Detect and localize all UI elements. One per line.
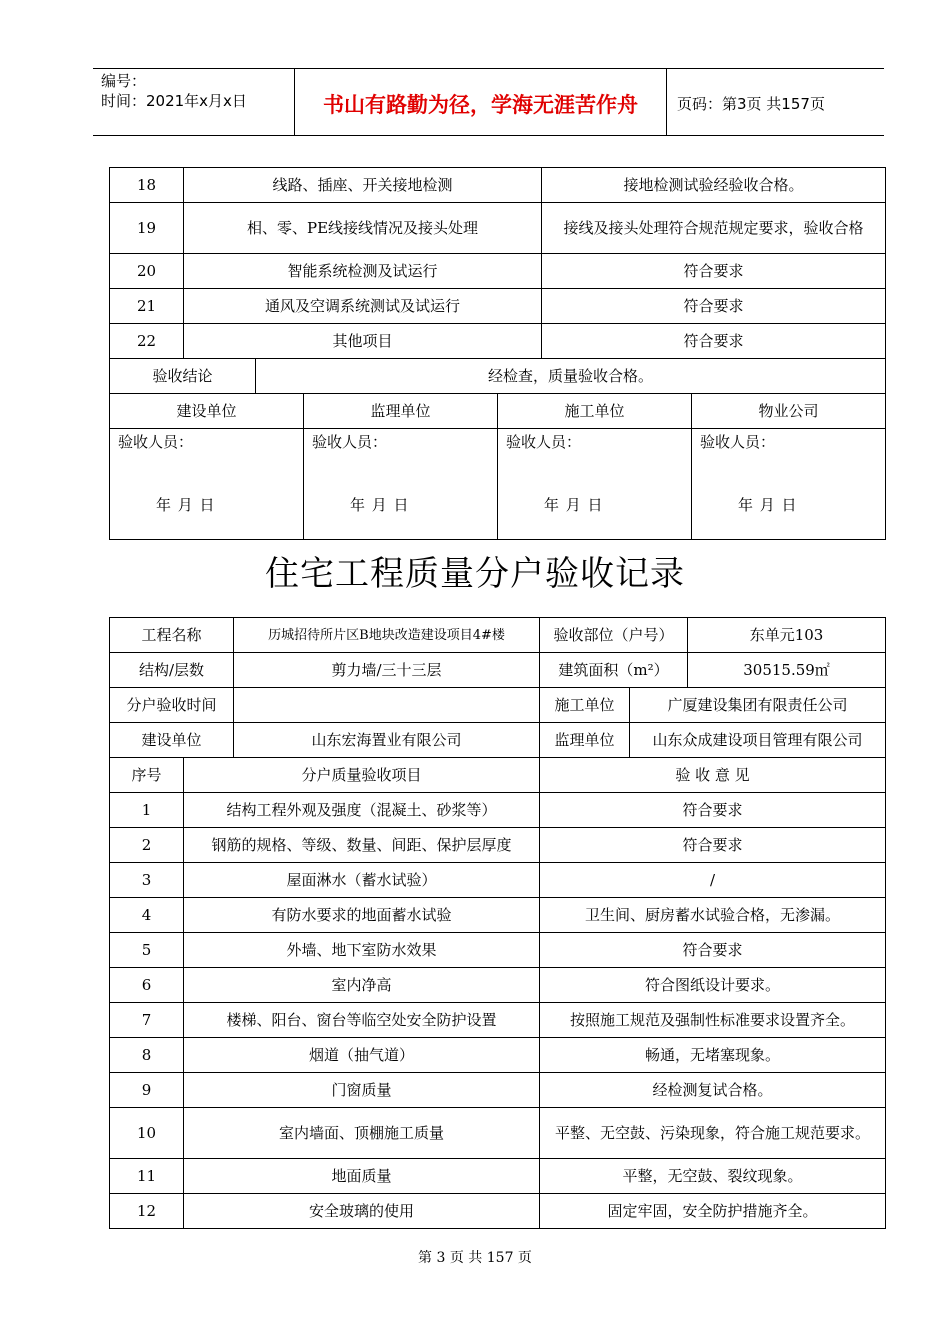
header-opinion: 验 收 意 见 [540,758,886,793]
row-result: 符合要求 [542,289,886,324]
info-row [110,653,886,688]
area-label: 建筑面积（m²） [540,653,688,688]
supervisor-value: 山东众成建设项目管理有限公司 [630,723,886,758]
row-result: 平整、无空鼓、污染现象，符合施工规范要求。 [540,1108,886,1159]
row-number: 5 [110,933,184,968]
sign-date: 年 月 日 [350,496,410,514]
row-result: 符合要求 [542,254,886,289]
structure-value: 剪力墙/三十三层 [234,653,540,688]
row-result: 平整，无空鼓、裂纹现象。 [540,1159,886,1194]
sign-date: 年 月 日 [738,496,798,514]
table-row [110,1159,886,1194]
page-header [93,68,884,136]
row-result: 接线及接头处理符合规范规定要求，验收合格 [542,203,886,254]
row-result: 符合要求 [540,828,886,863]
table-row [110,1194,886,1229]
row-result: 固定牢固，安全防护措施齐全。 [540,1194,886,1229]
row-number: 21 [110,289,184,324]
page-footer: 第 3 页 共 157 页 [418,1250,532,1266]
row-number: 6 [110,968,184,1003]
row-item: 其他项目 [184,324,542,359]
inspector-label: 验收人员： [312,433,388,451]
info-row [110,723,886,758]
row-number: 22 [110,324,184,359]
signature-cell [304,429,498,540]
row-result: 经检测复试合格。 [540,1073,886,1108]
table-row [110,1073,886,1108]
row-item: 智能系统检测及试运行 [184,254,542,289]
info-row [110,688,886,723]
party-builder: 建设单位 [110,394,304,429]
row-item: 线路、插座、开关接地检测 [184,168,542,203]
signature-cell [692,429,886,540]
sign-date: 年 月 日 [544,496,604,514]
table-row [110,863,886,898]
row-item: 室内墙面、顶棚施工质量 [184,1108,540,1159]
row-number: 10 [110,1108,184,1159]
party-property: 物业公司 [692,394,886,429]
row-number: 7 [110,1003,184,1038]
table-row [110,1038,886,1073]
inspector-label: 验收人员： [506,433,582,451]
row-result: 符合要求 [540,793,886,828]
row-item: 钢筋的规格、等级、数量、间距、保护层厚度 [184,828,540,863]
row-item: 通风及空调系统测试及试运行 [184,289,542,324]
row-item: 屋面淋水（蓄水试验） [184,863,540,898]
project-name-label: 工程名称 [110,618,234,653]
header-item: 分户质量验收项目 [184,758,540,793]
row-number: 19 [110,203,184,254]
builder-label: 建设单位 [110,723,234,758]
project-name-value: 历城招待所片区B地块改造建设项目4#楼 [234,618,540,653]
row-result: 符合图纸设计要求。 [540,968,886,1003]
row-result: 卫生间、厨房蓄水试验合格，无渗漏。 [540,898,886,933]
table-row [110,203,886,254]
table-row [110,898,886,933]
row-item: 相、零、PE线接线情况及接头处理 [184,203,542,254]
area-value: 30515.59㎡ [688,653,886,688]
header-code: 编号： [101,72,147,90]
row-item: 门窗质量 [184,1073,540,1108]
row-number: 1 [110,793,184,828]
time-value [234,688,540,723]
row-result: 符合要求 [540,933,886,968]
row-number: 8 [110,1038,184,1073]
conclusion-value: 经检查，质量验收合格。 [256,359,886,394]
row-item: 地面质量 [184,1159,540,1194]
row-number: 2 [110,828,184,863]
table-row [110,1003,886,1038]
supervisor-label: 监理单位 [540,723,630,758]
row-item: 烟道（抽气道） [184,1038,540,1073]
row-number: 3 [110,863,184,898]
inspector-label: 验收人员： [700,433,776,451]
row-result: 接地检测试验经验收合格。 [542,168,886,203]
row-item: 有防水要求的地面蓄水试验 [184,898,540,933]
row-number: 18 [110,168,184,203]
record-table [109,617,886,1229]
constructor-label: 施工单位 [540,688,630,723]
builder-value: 山东宏海置业有限公司 [234,723,540,758]
header-motto: 书山有路勤为径，学海无涯苦作舟 [323,93,638,117]
table-row [110,289,886,324]
header-divider [666,69,667,135]
header-page-number: 页码：第3页 共157页 [677,95,825,113]
row-result: 畅通，无堵塞现象。 [540,1038,886,1073]
party-constructor: 施工单位 [498,394,692,429]
table-row [110,933,886,968]
row-item: 结构工程外观及强度（混凝土、砂浆等） [184,793,540,828]
part-value: 东单元103 [688,618,886,653]
row-item: 楼梯、阳台、窗台等临空处安全防护设置 [184,1003,540,1038]
part-label: 验收部位（户号） [540,618,688,653]
items-header-row [110,758,886,793]
continuation-table [109,167,886,540]
row-number: 9 [110,1073,184,1108]
table-row [110,324,886,359]
table-row [110,254,886,289]
table-row [110,828,886,863]
row-result: / [540,863,886,898]
signature-row [110,429,886,540]
info-row [110,618,886,653]
table-row [110,168,886,203]
row-item: 外墙、地下室防水效果 [184,933,540,968]
row-result: 符合要求 [542,324,886,359]
signature-cell [110,429,304,540]
document-title: 住宅工程质量分户验收记录 [265,554,685,594]
row-result: 按照施工规范及强制性标准要求设置齐全。 [540,1003,886,1038]
table-row [110,968,886,1003]
row-number: 4 [110,898,184,933]
parties-row [110,394,886,429]
row-item: 安全玻璃的使用 [184,1194,540,1229]
header-no: 序号 [110,758,184,793]
table-row [110,1108,886,1159]
header-time: 时间：2021年x月x日 [101,92,247,110]
conclusion-label: 验收结论 [110,359,256,394]
conclusion-row [110,359,886,394]
table-row [110,793,886,828]
row-number: 20 [110,254,184,289]
signature-cell [498,429,692,540]
constructor-value: 广厦建设集团有限责任公司 [630,688,886,723]
sign-date: 年 月 日 [156,496,216,514]
party-supervisor: 监理单位 [304,394,498,429]
structure-label: 结构/层数 [110,653,234,688]
row-number: 12 [110,1194,184,1229]
header-meta [101,71,247,111]
time-label: 分户验收时间 [110,688,234,723]
inspector-label: 验收人员： [118,433,194,451]
row-number: 11 [110,1159,184,1194]
row-item: 室内净高 [184,968,540,1003]
